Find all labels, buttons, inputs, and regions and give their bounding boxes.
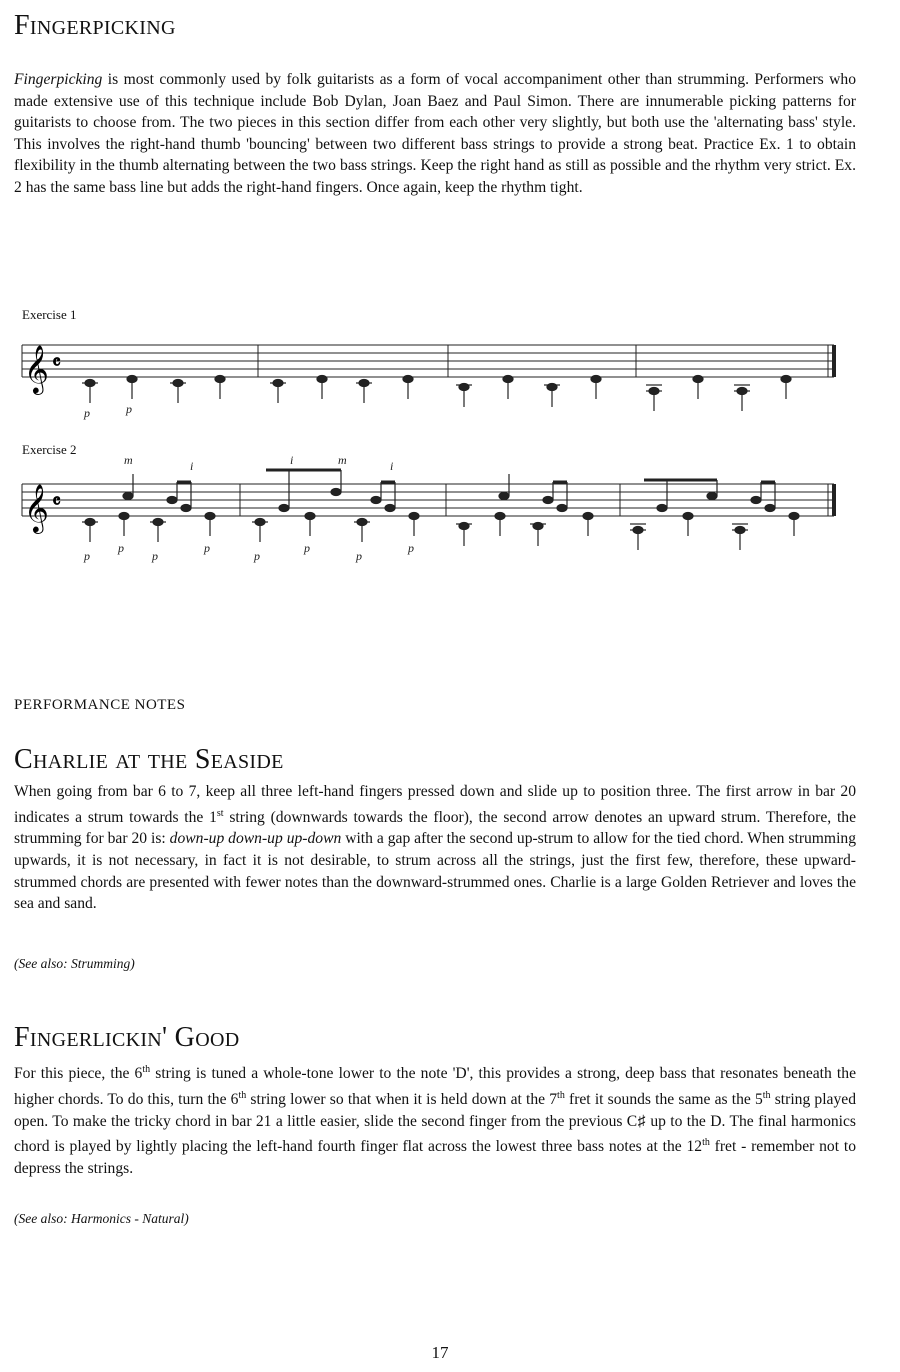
notes-bar-1 — [82, 376, 225, 404]
notes-bar-3 — [456, 474, 593, 546]
notes-bar-2 — [270, 376, 413, 404]
fl-text-5: string played open. To make the tricky chord in bar 21 a little easier, slide the second finger from the previous C♯ up to the D. The final harmonics chord is played by lightly placing the left-hand fourth finger flat across the lowest three bass notes at the 12 — [14, 1090, 856, 1156]
notes-bar-4 — [646, 376, 791, 412]
finger-m: m — [124, 453, 133, 467]
finger-p: p — [254, 549, 260, 563]
charlie-sup-1: st — [216, 807, 224, 819]
fl-sup-3: th — [557, 1089, 565, 1101]
section-title-fingerlickin: Fingerlickin' Good — [14, 1022, 240, 1053]
finger-i: i — [190, 459, 194, 473]
exercise-2-staff — [0, 452, 900, 577]
fl-text-3: string lower so that when it is held down at the 7 — [246, 1090, 558, 1108]
exercise-1-label: Exercise 1 — [22, 307, 77, 322]
fingerlickin-see-also: (See also: Harmonics - Natural) — [14, 1211, 189, 1226]
fl-text-2: string is tuned a whole-tone lower to the note 'D', this provides a strong, deep bass that resonates beneath the higher chords. To do this, turn the 6 — [14, 1065, 856, 1108]
charlie-see-also: (See also: Strumming) — [14, 956, 135, 971]
exercise-2-label: Exercise 2 — [22, 442, 77, 457]
notes-bar-4 — [630, 480, 799, 550]
common-time-icon: 𝄴 — [52, 489, 61, 513]
performance-notes-heading: PERFORMANCE NOTES — [14, 697, 186, 713]
fl-text-4: fret it sounds the same as the 5 — [564, 1090, 763, 1108]
treble-clef-icon: 𝄞 — [24, 344, 49, 393]
finger-i: i — [290, 453, 294, 467]
finger-p: p — [126, 402, 132, 416]
finger-p: p — [408, 541, 414, 555]
page-number: 17 — [431, 1343, 449, 1362]
section-title-fingerpicking: Fingerpicking — [14, 10, 176, 41]
finger-p: p — [84, 406, 90, 420]
fingerpicking-body: is most commonly used by folk guitarists as a form of vocal accompaniment other than strumming. Performers who made extensive use of this technique include Bob Dylan, Joan Baez and Paul Simon. There are innumerable picking patterns for guitarists to choose from. The two pieces in this section differ from each other very slightly, but both use the 'alternating bass' style. This involves the right-hand thumb 'bouncing' between two different bass strings to provide a strong beat. Practice Ex. 1 to obtain flexibility in the thumb alternating between the two bass strings. Keep the right hand as still as possible and the rhythm very strict. Ex. 2 has the same bass line but adds the right-hand fingers. Once again, keep the rhythm tight. — [14, 71, 856, 196]
section-title-charlie: Charlie at the Seaside — [14, 744, 284, 775]
finger-p: p — [84, 549, 90, 563]
charlie-text-3: with a gap after the second up-strum to allow for the tied chord. When strumming upwards, it is not necessary, in fact it is not desirable, to strum across all the strings, just the first few, therefore, these upward-strummed chords are presented with fewer notes than the downward-strummed ones. Charlie is a large Golden Retriever and loves the sea and sand. — [14, 830, 856, 913]
charlie-paragraph — [14, 781, 856, 915]
fl-sup-1: th — [142, 1064, 151, 1075]
treble-clef-icon: 𝄞 — [24, 483, 49, 532]
finger-p: p — [152, 549, 158, 563]
notes-bar-2 — [252, 470, 419, 542]
common-time-icon: 𝄴 — [52, 350, 61, 374]
fingerlickin-paragraph — [14, 1059, 856, 1180]
charlie-text-1: When going from bar 6 to 7, keep all three left-hand fingers pressed down and slide up to position three. The first arrow in bar 20 indicates a strum towards the 1 — [14, 783, 856, 826]
finger-p: p — [356, 549, 362, 563]
finger-p: p — [204, 541, 210, 555]
fl-text-1: For this piece, the 6 — [14, 1065, 143, 1083]
fl-sup-4: th — [762, 1089, 771, 1101]
fl-sup-2: th — [238, 1089, 247, 1101]
exercise-1-staff — [0, 325, 900, 435]
fl-sup-5: th — [702, 1137, 710, 1149]
finger-p: p — [118, 541, 124, 555]
finger-p: p — [304, 541, 310, 555]
charlie-text-2: string (downwards towards the floor), the second arrow denotes an upward strum. Therefore, the strumming for bar 20 is: — [14, 808, 857, 848]
fingerpicking-paragraph — [14, 69, 856, 199]
fingerpicking-term: Fingerpicking — [14, 71, 103, 88]
fl-text-6: fret - remember not to depress the strings. — [14, 1138, 856, 1177]
finger-m: m — [338, 453, 347, 467]
notes-bar-3 — [456, 376, 601, 408]
finger-i: i — [390, 459, 394, 473]
charlie-strum-pattern: down-up down-up up-down — [169, 830, 342, 848]
